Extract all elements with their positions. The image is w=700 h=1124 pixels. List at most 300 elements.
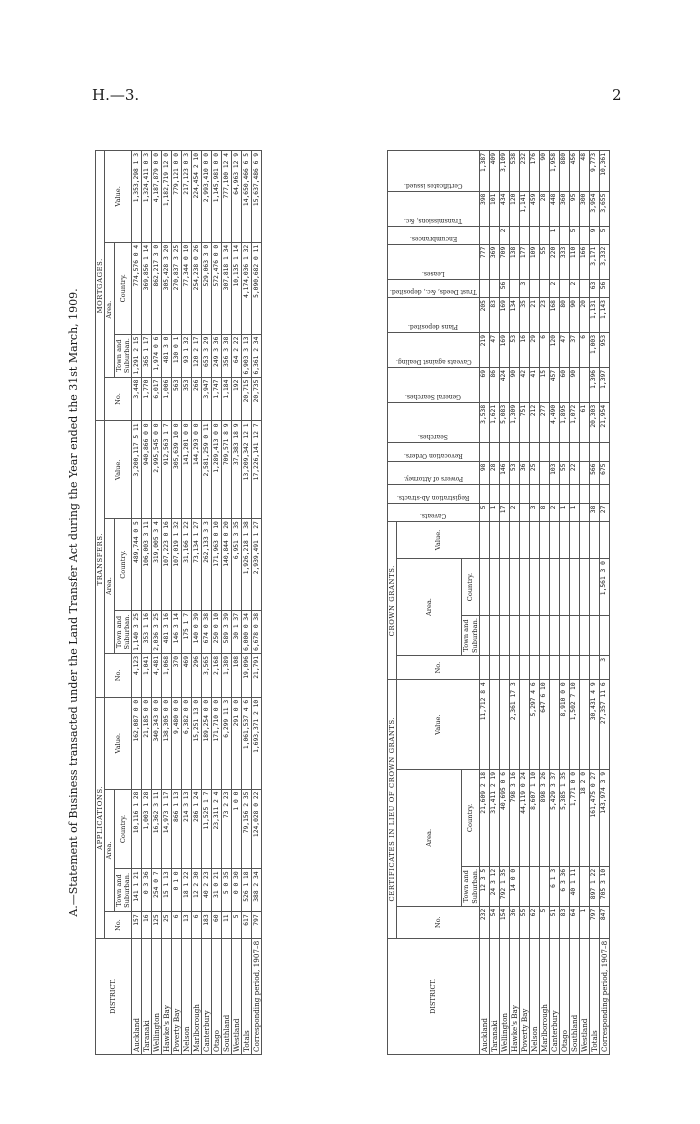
- cert-town-header: Town and Suburban.: [462, 866, 479, 906]
- cell-leases: 3,332: [599, 244, 609, 279]
- cell-cg-no: [539, 655, 549, 679]
- cell-general: 42: [519, 367, 529, 402]
- cell-cg-value: [509, 521, 519, 558]
- cell-cg-country: [549, 559, 559, 616]
- cell-mo-value: 4,187,879 0 0: [152, 151, 162, 243]
- cell-mo-town: 481 3 0: [162, 334, 172, 377]
- table-row: [479, 151, 489, 1055]
- cell-general: 15: [539, 367, 549, 402]
- cell-app-country: 866 1 13: [172, 789, 182, 869]
- cell-cert-value: 1,502 7 10: [569, 680, 579, 770]
- district-name: Southland: [569, 938, 579, 1054]
- mo-no-header: No.: [105, 377, 132, 421]
- cell-reg-abstracts: [559, 485, 569, 503]
- row-label: Corresponding period, 1907–8: [599, 938, 609, 1054]
- district-name: Westland: [579, 938, 589, 1054]
- cell-app-value: 21,185 0 0: [142, 697, 152, 789]
- cell-app-country: 79,156 2 35: [242, 789, 252, 869]
- cell-app-no: 60: [212, 912, 222, 938]
- cell-app-town: 12 2 30: [192, 869, 202, 912]
- cell-cav-dealing: 47: [489, 332, 499, 367]
- cell-mo-no: 20,735: [252, 377, 262, 421]
- district-name: Canterbury: [202, 938, 212, 1054]
- cell-tr-no: 296: [192, 653, 202, 697]
- plans-deposited-header: Plans deposited.: [388, 298, 480, 333]
- cell-mo-town: 356 3 38: [222, 334, 232, 377]
- table-row: [489, 151, 499, 1055]
- cell-reg-abstracts: [539, 485, 549, 503]
- caveats-dealing-header: Caveats against Dealing.: [388, 332, 480, 367]
- cell-cert-town: [529, 866, 539, 906]
- cell-mo-value: 217,123 0 3: [182, 151, 192, 243]
- cell-cg-country: [569, 559, 579, 616]
- revocation-orders-header: Revocation Orders.: [388, 443, 480, 461]
- cell-plans: 205: [479, 298, 489, 333]
- cell-app-no: 13: [182, 912, 192, 938]
- cell-cg-value: [499, 521, 509, 558]
- cell-reg-abstracts: [479, 485, 489, 503]
- cell-general: [579, 367, 589, 402]
- cell-cert-no: 62: [529, 906, 539, 938]
- cell-mo-value: 224,454 2 10: [192, 151, 202, 243]
- cell-tr-value: 3,200,117 5 11: [132, 421, 142, 519]
- cell-certs: 176: [529, 151, 539, 192]
- cell-app-value: 340,343 0 0: [152, 697, 162, 789]
- cell-tr-town: 30 1 37: [232, 610, 242, 653]
- cell-app-no: 617: [242, 912, 252, 938]
- cell-app-country: 14,973 1 17: [162, 789, 172, 869]
- tr-town-header: Town and Suburban.: [114, 610, 131, 653]
- cell-searches: 3,538: [479, 402, 489, 442]
- cell-cg-no: [509, 655, 519, 679]
- cell-powers: 146: [499, 461, 509, 485]
- cell-mo-country: 305,428 3 20: [162, 242, 172, 334]
- cell-searches: 1,895: [559, 402, 569, 442]
- cell-cg-town: [589, 616, 599, 656]
- cell-cg-town: [579, 616, 589, 656]
- cell-mo-country: 862,217 3 0: [152, 242, 162, 334]
- cell-mo-town: 93 1 32: [182, 334, 192, 377]
- cell-certs: 538: [509, 151, 519, 192]
- cell-searches: 751: [519, 402, 529, 442]
- cell-tr-country: 106,003 3 11: [142, 519, 152, 611]
- cell-revocation: [579, 443, 589, 461]
- cell-mo-town: 249 3 36: [212, 334, 222, 377]
- cell-powers: 25: [529, 461, 539, 485]
- cell-caveats: 2: [509, 503, 519, 521]
- cell-mo-country: 270,837 3 25: [172, 242, 182, 334]
- cell-encumb: 1: [549, 226, 559, 244]
- tr-value-header: Value.: [105, 421, 132, 519]
- cell-mo-country: 774,576 0 4: [132, 242, 142, 334]
- cell-tr-country: 262,133 3 3: [202, 519, 212, 611]
- cell-leases: 55: [539, 244, 549, 279]
- cell-plans: 20: [579, 298, 589, 333]
- cell-powers: 566: [589, 461, 599, 485]
- cell-plans: 23: [539, 298, 549, 333]
- cell-tr-value: 709,571 8 9: [222, 421, 232, 519]
- cell-cg-country: [559, 559, 569, 616]
- cell-tr-town: 250 0 10: [212, 610, 222, 653]
- district-name: Southland: [222, 938, 232, 1054]
- cell-leases: 709: [499, 244, 509, 279]
- cell-cav-dealing: 37: [569, 332, 579, 367]
- cell-app-no: 157: [132, 912, 142, 938]
- cell-app-town: 526 1 18: [242, 869, 252, 912]
- cell-general: 69: [479, 367, 489, 402]
- cell-cert-town: 792 1 35: [499, 866, 509, 906]
- district-name: Marlborough: [192, 938, 202, 1054]
- cell-transm: 95: [569, 191, 579, 226]
- cell-reg-abstracts: [599, 485, 609, 503]
- cert-area-header: Area.: [397, 769, 462, 906]
- cell-cert-value: 8,910 0 0: [559, 680, 569, 770]
- cell-cg-town: [529, 616, 539, 656]
- cell-trust: 2: [549, 279, 559, 297]
- cell-transm: 459: [529, 191, 539, 226]
- cell-cert-no: 55: [519, 906, 529, 938]
- cell-tr-no: 1,068: [162, 653, 172, 697]
- cell-trust: [559, 279, 569, 297]
- cell-app-town: 0 3 36: [142, 869, 152, 912]
- cell-mo-country: 254,238 0 26: [192, 242, 202, 334]
- tr-country-header: Country.: [114, 519, 131, 611]
- cell-cert-country: 5,385 1 35: [559, 769, 569, 866]
- district-name: Wellington: [499, 938, 509, 1054]
- cell-cert-no: 797: [589, 906, 599, 938]
- general-searches-header: General Searches.: [388, 367, 480, 402]
- cell-revocation: [569, 443, 579, 461]
- cell-cert-town: 24 3 12: [489, 866, 499, 906]
- cell-caveats: 5: [479, 503, 489, 521]
- table-row: [529, 151, 539, 1055]
- cell-plans: 169: [499, 298, 509, 333]
- cell-mo-no: 563: [172, 377, 182, 421]
- cell-general: 41: [529, 367, 539, 402]
- cell-cg-value: [599, 521, 609, 558]
- cell-cg-no: [589, 655, 599, 679]
- cell-cg-value: [559, 521, 569, 558]
- cert-country-header: Country.: [462, 769, 479, 866]
- cell-app-country: 10,116 1 28: [132, 789, 142, 869]
- cell-cg-country: [479, 559, 489, 616]
- cell-mo-country: 77,344 0 10: [182, 242, 192, 334]
- cell-revocation: [529, 443, 539, 461]
- cell-encumb: [559, 226, 569, 244]
- cell-certs: 409: [489, 151, 499, 192]
- cell-mo-no: 1,770: [142, 377, 152, 421]
- cell-tr-no: 4,481: [152, 653, 162, 697]
- cell-mo-town: 120 2 17: [192, 334, 202, 377]
- cell-general: 1,397: [599, 367, 609, 402]
- cell-searches: 4,490: [549, 402, 559, 442]
- cell-cg-value: [519, 521, 529, 558]
- cell-searches: 1,621: [489, 402, 499, 442]
- cell-cert-town: 897 1 22: [589, 866, 599, 906]
- cell-plans: 83: [489, 298, 499, 333]
- cell-app-country: 16,362 3 11: [152, 789, 162, 869]
- table-row: [142, 151, 152, 1055]
- cell-mo-town: 130 0 1: [172, 334, 182, 377]
- cell-app-town: 0 0 30: [232, 869, 242, 912]
- cell-caveats: 1: [559, 503, 569, 521]
- cell-cert-country: 44,119 0 24: [519, 769, 529, 866]
- certificates-crown-grants-table: [387, 150, 610, 1055]
- certificates-header: CERTIFICATES IN LIEU OF CROWN GRANTS.: [388, 680, 397, 938]
- cell-tr-value: 940,866 0 0: [142, 421, 152, 519]
- district-name: Hawke's Bay: [509, 938, 519, 1054]
- cell-tr-town: 1,140 3 25: [132, 610, 142, 653]
- district-name: Auckland: [132, 938, 142, 1054]
- cell-general: 457: [549, 367, 559, 402]
- cell-mo-value: 1,182,719 12 0: [162, 151, 172, 243]
- row-label: Totals: [242, 938, 252, 1054]
- cell-certs: 1,387: [479, 151, 489, 192]
- cell-transm: 101: [489, 191, 499, 226]
- cell-mo-no: 1,006: [162, 377, 172, 421]
- cell-app-country: 73 2 23: [222, 789, 232, 869]
- cell-cert-no: 36: [509, 906, 519, 938]
- cell-transm: 434: [499, 191, 509, 226]
- cell-powers: 103: [549, 461, 559, 485]
- table-row: [202, 151, 212, 1055]
- cell-app-no: 125: [152, 912, 162, 938]
- cell-general: 424: [499, 367, 509, 402]
- cell-mo-value: 1,324,411 0 3: [142, 151, 152, 243]
- caveats-header: Caveats.: [388, 503, 480, 521]
- cell-trust: 56: [599, 279, 609, 297]
- cell-app-no: 11: [222, 912, 232, 938]
- cell-cg-country: [489, 559, 499, 616]
- cell-cg-country: [529, 559, 539, 616]
- cell-plans: 168: [549, 298, 559, 333]
- cell-app-town: 18 1 22: [182, 869, 192, 912]
- cell-revocation: [499, 443, 509, 461]
- district-header-2: DISTRICT.: [388, 938, 480, 1054]
- cell-caveats: 38: [589, 503, 599, 521]
- cell-caveats: 1: [569, 503, 579, 521]
- totals-row: [589, 151, 599, 1055]
- cell-searches: 61: [579, 402, 589, 442]
- table-row: [182, 151, 192, 1055]
- cell-searches: 21,954: [599, 402, 609, 442]
- cell-cav-dealing: 169: [499, 332, 509, 367]
- cell-mo-country: 4,174,036 1 32: [242, 242, 252, 334]
- cell-app-value: 6,299 11 3: [222, 697, 232, 789]
- cell-cert-country: 8,607 1 10: [529, 769, 539, 866]
- cell-searches: 212: [529, 402, 539, 442]
- cell-cg-town: [509, 616, 519, 656]
- cell-mo-value: 14,650,466 6 5: [242, 151, 252, 243]
- cell-app-town: 15 1 13: [162, 869, 172, 912]
- cell-tr-country: 107,223 0 16: [162, 519, 172, 611]
- cell-tr-value: 17,226,141 12 7: [252, 421, 262, 519]
- cell-revocation: [539, 443, 549, 461]
- cell-app-value: 189,254 0 0: [202, 697, 212, 789]
- cell-certs: 9,773: [589, 151, 599, 192]
- cell-trust: [509, 279, 519, 297]
- cell-app-no: 6: [172, 912, 182, 938]
- cell-tr-no: 4,123: [132, 653, 142, 697]
- cell-caveats: 17: [499, 503, 509, 521]
- cell-app-town: 40 2 23: [202, 869, 212, 912]
- cell-tr-country: 489,744 0 5: [132, 519, 142, 611]
- cell-certs: 1,958: [549, 151, 559, 192]
- cell-cert-town: 40 1 11: [569, 866, 579, 906]
- district-name: Poverty Bay: [519, 938, 529, 1054]
- cell-cg-country: [519, 559, 529, 616]
- cell-leases: 177: [519, 244, 529, 279]
- cell-transm: 28: [539, 191, 549, 226]
- leases-header: Leases.: [388, 244, 480, 279]
- cell-cg-value: [579, 521, 589, 558]
- cg-area-header: Area.: [397, 559, 462, 656]
- app-no-header: No.: [105, 912, 132, 938]
- cell-mo-country: 572,476 0 0: [212, 242, 222, 334]
- cell-leases: 138: [509, 244, 519, 279]
- district-name: Otago: [559, 938, 569, 1054]
- cg-no-header: No.: [397, 655, 479, 679]
- cell-tr-country: 140,844 0 20: [222, 519, 232, 611]
- table-row: [232, 151, 242, 1055]
- cell-revocation: [519, 443, 529, 461]
- cell-certs: 3,109: [499, 151, 509, 192]
- cell-cert-no: 51: [549, 906, 559, 938]
- page-header: [0, 0, 700, 120]
- cell-plans: 1,143: [599, 298, 609, 333]
- cell-cg-town: [489, 616, 499, 656]
- cell-cav-dealing: 16: [519, 332, 529, 367]
- cg-value-header: Value.: [397, 521, 479, 558]
- cell-mo-no: 266: [192, 377, 202, 421]
- cell-app-country: 23,311 2 4: [212, 789, 222, 869]
- encumbrances-header: Encumbrances.: [388, 226, 480, 244]
- table-row: [162, 151, 172, 1055]
- cell-revocation: [549, 443, 559, 461]
- cell-caveats: 1: [489, 503, 499, 521]
- cell-cg-town: [599, 616, 609, 656]
- cell-mo-no: 6,017: [152, 377, 162, 421]
- cell-app-no: 6: [192, 912, 202, 938]
- cell-revocation: [589, 443, 599, 461]
- searches-header: Searches.: [388, 402, 480, 442]
- cell-cert-value: 647 6 10: [539, 680, 549, 770]
- cell-cg-no: [569, 655, 579, 679]
- cell-mo-no: 192: [232, 377, 242, 421]
- cell-reg-abstracts: [579, 485, 589, 503]
- cell-cg-value: [589, 521, 599, 558]
- cell-cert-country: 161,475 0 27: [589, 769, 599, 866]
- cell-cert-town: 705 3 10: [599, 866, 609, 906]
- cell-tr-no: 108: [232, 653, 242, 697]
- cell-cg-no: [489, 655, 499, 679]
- cg-country-header: Country.: [462, 559, 479, 616]
- cell-mo-no: 20,715: [242, 377, 252, 421]
- cell-powers: 28: [489, 461, 499, 485]
- cell-reg-abstracts: [589, 485, 599, 503]
- cell-caveats: 2: [549, 503, 559, 521]
- row-label: Corresponding period, 1907–8: [252, 938, 262, 1054]
- cell-app-value: 9,480 0 0: [172, 697, 182, 789]
- cell-cav-dealing: 29: [529, 332, 539, 367]
- cell-searches: 20,303: [589, 402, 599, 442]
- cell-cert-no: 83: [559, 906, 569, 938]
- cell-certs: 456: [569, 151, 579, 192]
- cell-tr-value: 305,639 10 0: [172, 421, 182, 519]
- cell-mo-no: 1,184: [222, 377, 232, 421]
- cg-town-header: Town and Suburban.: [462, 616, 479, 656]
- cell-trust: [579, 279, 589, 297]
- cell-app-country: 286 1 24: [192, 789, 202, 869]
- cell-cg-no: [529, 655, 539, 679]
- cell-tr-town: 175 1 7: [182, 610, 192, 653]
- top-table-body: [132, 151, 262, 1055]
- table-row: [222, 151, 232, 1055]
- cell-tr-town: 674 0 38: [202, 610, 212, 653]
- cell-app-country: 11,525 1 7: [202, 789, 212, 869]
- cell-searches: 1,072: [569, 402, 579, 442]
- cell-cert-no: 232: [479, 906, 489, 938]
- cell-tr-no: 19,096: [242, 653, 252, 697]
- cell-leases: 369: [489, 244, 499, 279]
- corresponding-row: [252, 151, 262, 1055]
- cell-trust: 3: [519, 279, 529, 297]
- cell-tr-value: 1,289,413 0 0: [212, 421, 222, 519]
- cell-cert-town: 6 1 3: [549, 866, 559, 906]
- cell-tr-town: 353 1 16: [142, 610, 152, 653]
- cell-app-no: 5: [232, 912, 242, 938]
- bottom-table-body: [479, 151, 609, 1055]
- cell-mo-no: 3,947: [202, 377, 212, 421]
- cell-leases: 110: [569, 244, 579, 279]
- cell-mo-value: 64,963 12 9: [232, 151, 242, 243]
- cell-app-no: 183: [202, 912, 212, 938]
- cell-leases: 109: [529, 244, 539, 279]
- cell-certs: 232: [519, 151, 529, 192]
- transmissions-header: Transmissions, &c.: [388, 191, 480, 226]
- row-label: Totals: [589, 938, 599, 1054]
- cell-mo-town: 64 2 22: [232, 334, 242, 377]
- cell-tr-country: 2,939,491 1 27: [252, 519, 262, 611]
- cell-cg-country: [509, 559, 519, 616]
- cell-encumb: 2: [499, 226, 509, 244]
- trust-deeds-header: Trust Deeds, &c., deposited.: [388, 279, 480, 297]
- table-row: [539, 151, 549, 1055]
- cell-mo-country: 307,818 1 34: [222, 242, 232, 334]
- cell-cert-value: [579, 680, 589, 770]
- cell-tr-country: 1,926,218 1 38: [242, 519, 252, 611]
- cell-reg-abstracts: [519, 485, 529, 503]
- cell-cg-country: [589, 559, 599, 616]
- cell-powers: [579, 461, 589, 485]
- cell-cav-dealing: 53: [509, 332, 519, 367]
- crown-grants-header: CROWN GRANTS.: [388, 521, 397, 679]
- cell-cert-country: 143,974 3 9: [599, 769, 609, 866]
- cell-mo-country: 369,856 1 14: [142, 242, 152, 334]
- cell-cg-country: [499, 559, 509, 616]
- table-row: [212, 151, 222, 1055]
- cell-revocation: [489, 443, 499, 461]
- cell-mo-country: 5,090,682 0 11: [252, 242, 262, 334]
- cell-tr-town: 6,678 0 38: [252, 610, 262, 653]
- cell-cg-town: [499, 616, 509, 656]
- applications-header: APPLICATIONS.: [96, 697, 105, 938]
- cell-cert-value: [519, 680, 529, 770]
- cell-encumb: [489, 226, 499, 244]
- cell-general: 86: [489, 367, 499, 402]
- cell-encumb: 9: [589, 226, 599, 244]
- registration-abstracts-header: Registration Ab-stracts.: [388, 485, 480, 503]
